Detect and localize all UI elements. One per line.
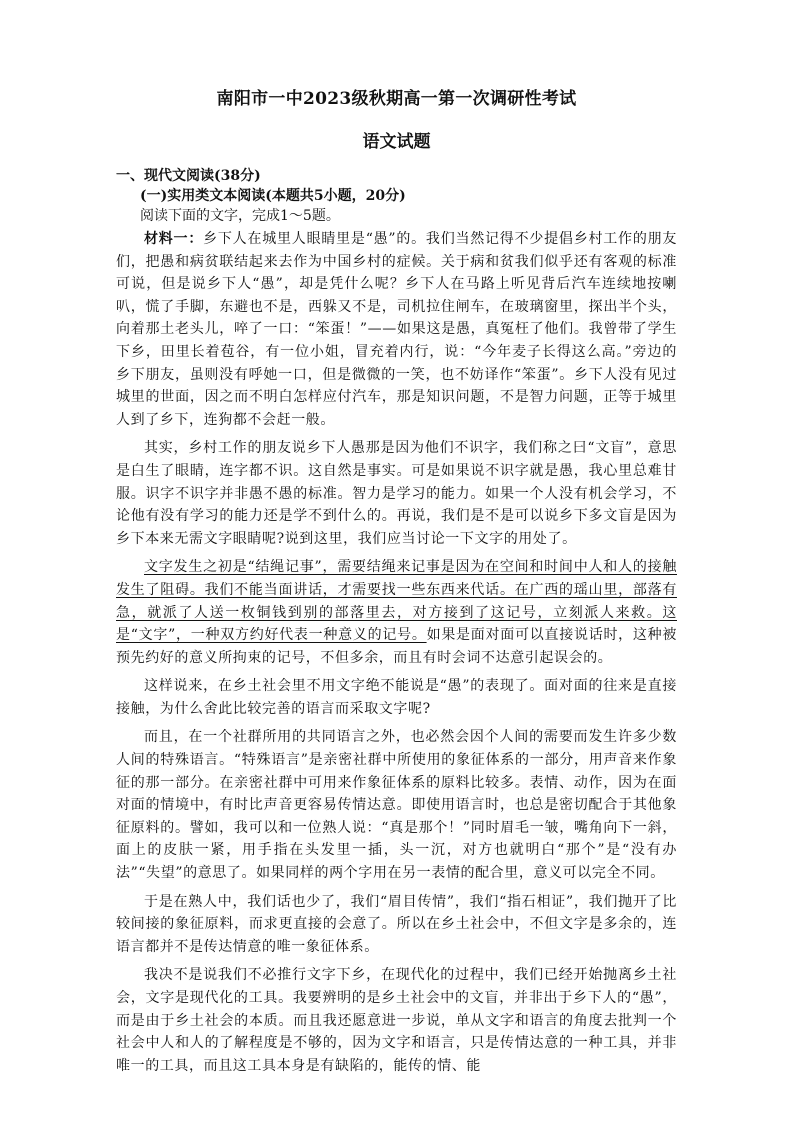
paragraph-7: 我决不是说我们不必推行文字下乡，在现代化的过程中，我们已经开始抛离乡土社会，文字是现代化的工具。我要辨明的是乡土社会中的文盲，并非出于乡下人的“愚”，而是由于乡土社会的本质。而且我还愿意进一步说，单从文字和语言的角度去批判一个社会中人和人的了解程度是不够的，因为文字和语言，只是传情达意的一种工具，并非唯一的工具，而且这工具本身是有缺陷的，能传的情、能 <box>116 967 677 1074</box>
section-heading-modern-reading: 一、现代文阅读(38分) <box>116 168 261 184</box>
subject-title: 语文试题 <box>362 132 431 152</box>
paragraph-1-text: 乡下人在城里人眼睛里是“愚”的。我们当然记得不少提倡乡村工作的朋友们，把愚和病贫联结起来去作为中国乡村的症候。关于病和贫我们似乎还有客观的标准可说，但是说乡下人“愚”，却是凭什么呢？乡下人在马路上听见背后汽车连续地按喇叭，慌了手脚，东避也不是，西躲又不是，司机拉住闸车，在玻璃窗里，探出半个头，向着那土老头儿，啐了一口：“笨蛋！”——如果这是愚，真冤枉了他们。我曾带了学生下乡，田里长着苞谷，有一位小姐，冒充着内行，说：“今年麦子长得这么高。”旁边的乡下朋友，虽则没有呼她一口，但是微微的一笑，也不妨译作“笨蛋”。乡下人没有见过城里的世面，因之而不明白怎样应付汽车，那是知识问题，不是智力问题，正等于城里人到了乡下，连狗都不会赶一般。 <box>116 231 677 428</box>
material-label: 材料一： <box>144 231 204 247</box>
paragraph-1 <box>116 228 677 431</box>
exam-title: 南阳市一中2023级秋期高一第一次调研性考试 <box>216 89 577 109</box>
paragraph-3 <box>116 556 677 669</box>
paragraph-6: 于是在熟人中，我们话也少了，我们“眉目传情”，我们“指石相证”，我们抛开了比较间接的象征原料，而求更直接的会意了。所以在乡土社会中，不但文字是多余的，连语言都并不是传达情意的唯一象征体系。 <box>116 893 677 955</box>
paragraph-3-underlined-text: 文字发生之初是“结绳记事”，需要结绳来记事是因为在空间和时间中人和人的接触发生了阻碍。我们不能当面讲话，才需要找一些东西来代话。在广西的瑶山里，部落有急，就派了人送一枚铜钱到别的部落里去，对方接到了这记号，立刻派人来救。这是“文字”，一种双方约好代表一种意义的记号。 <box>116 559 677 644</box>
paragraph-3-rest-text: 如果是面对面可以直接说话时，这种被预先约好的意义所拘束的记号，不但多余，而且有时会词不达意引起误会的。 <box>116 627 678 666</box>
subsection-heading-practical-text: (一)实用类文本阅读(本题共5小题，20分) <box>140 188 406 204</box>
paragraph-4: 这样说来，在乡土社会里不用文字绝不能说是“愚”的表现了。面对面的往来是直接接触，为什么舍此比较完善的语言而采取文字呢? <box>116 678 677 717</box>
paragraph-2: 其实，乡村工作的朋友说乡下人愚那是因为他们不识字，我们称之曰“文盲”，意思是白生了眼睛，连字都不识。这自然是事实。可是如果说不识字就是愚，我心里总难甘服。识字不识字并非愚不愚的标准。智力是学习的能力。如果一个人没有机会学习，不论他有没有学习的能力还是学不到什么的。再说，我们是不是可以说乡下多文盲是因为乡下本来无需文字眼睛呢?说到这里，我们应当讨论一下文字的用处了。 <box>116 440 677 547</box>
reading-instruction: 阅读下面的文字，完成1～5题。 <box>140 208 340 224</box>
paragraph-5: 而且，在一个社群所用的共同语言之外，也必然会因个人间的需要而发生许多少数人间的特殊语言。“特殊语言”是亲密社群中所使用的象征体系的一部分，用声音来作象征的那一部分。在亲密社群中可用来作象征体系的原料比较多。表情、动作，因为在面对面的情境中，有时比声音更容易传情达意。即使用语言时，也总是密切配合于其他象征原料的。譬如，我可以和一位熟人说：“真是那个！”同时眉毛一皱，嘴角向下一斜，面上的皮肤一紧，用手指在头发里一插，头一沉，对方也就明白“那个”是“没有办法”“失望”的意思了。如果同样的两个字用在另一表情的配合里，意义可以完全不同。 <box>116 729 677 882</box>
